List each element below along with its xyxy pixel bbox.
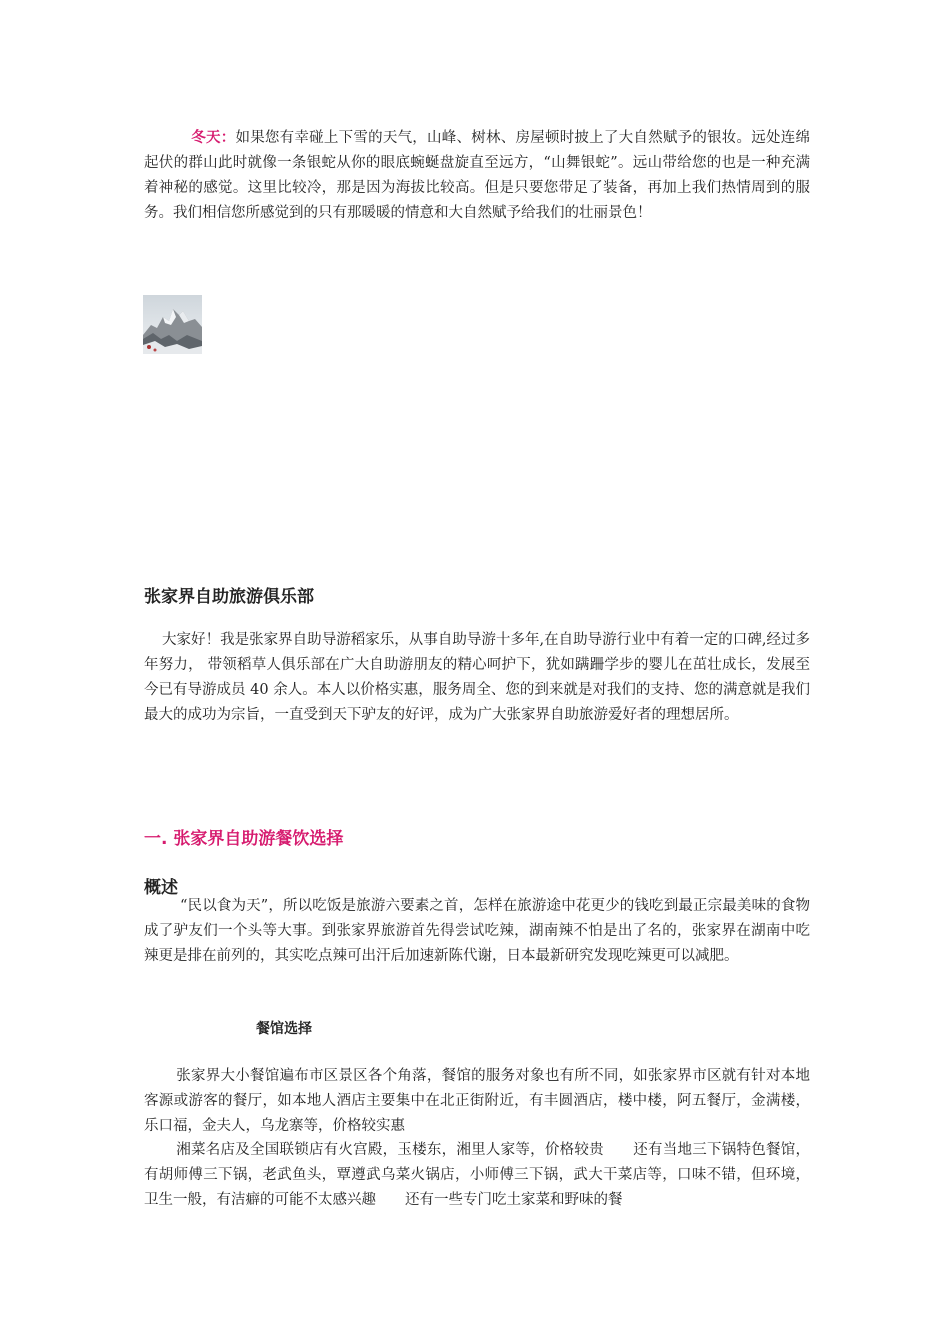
restaurants-paragraph-2: [144, 1138, 810, 1213]
section-heading-dining: 一. 张家界自助游餐饮选择: [144, 829, 344, 849]
club-intro-text: 大家好！我是张家界自助导游稻家乐，从事自助导游十多年,在自助导游行业中有着一定的口碑,经过多年努力， 带领稻草人俱乐部在广大自助游朋友的精心呵护下，犹如蹒跚学步的婴儿在茁壮成长，发展至今已有导游成员 40 余人。本人以价格实惠，服务周全、您的到来就是对我们的支持、您的满意就是我们最大的成功为宗旨，一直受到天下驴友的好评，成为广大张家界自助旅游爱好者的理想居所。: [144, 632, 810, 723]
club-heading: 张家界自助旅游俱乐部: [144, 587, 314, 607]
club-intro-paragraph: [144, 628, 810, 728]
winter-text: 如果您有幸碰上下雪的天气，山峰、树林、房屋顿时披上了大自然赋予的银妆。远处连绵起伏的群山此时就像一条银蛇从你的眼底蜿蜒盘旋直至远方，“山舞银蛇”。远山带给您的也是一种充满着神秘的感觉。这里比较冷，那是因为海拔比较高。但是只要您带足了装备，再加上我们热情周到的服务。我们相信您所感觉到的只有那暖暖的情意和大自然赋予给我们的壮丽景色！: [144, 130, 810, 221]
restaurant-choice-heading: 餐馆选择: [256, 1021, 312, 1037]
overview-paragraph: [144, 894, 810, 969]
overview-heading: 概述: [144, 878, 178, 898]
winter-label: 冬天：: [191, 129, 236, 146]
restaurants-text-2: 湘菜名店及全国联锁店有火宫殿，玉楼东，湘里人家等，价格较贵 还有当地三下锅特色餐馆，有胡师傅三下锅，老武鱼头，覃遵武乌菜火锅店，小师傅三下锅，武大干菜店等，口味不错，但环境，卫生一般，有洁癖的可能不太感兴趣 还有一些专门吃土家菜和野味的餐: [144, 1142, 810, 1208]
mountain-image-icon: [143, 295, 202, 354]
winter-paragraph: [144, 125, 810, 226]
restaurants-paragraph-1: [144, 1064, 810, 1139]
overview-text: “民以食为天”，所以吃饭是旅游六要素之首，怎样在旅游途中花更少的钱吃到最正宗最美味的食物成了驴友们一个头等大事。到张家界旅游首先得尝试吃辣，湖南辣不怕是出了名的，张家界在湖南中吃辣更是排在前列的，其实吃点辣可出汗后加速新陈代谢，日本最新研究发现吃辣更可以减肥。: [144, 898, 810, 964]
restaurants-text-1: 张家界大小餐馆遍布市区景区各个角落，餐馆的服务对象也有所不同，如张家界市区就有针对本地客源或游客的餐厅，如本地人酒店主要集中在北正街附近，有丰圆酒店，楼中楼，阿五餐厅，金满楼，乐口福，金夫人，乌龙寨等，价格较实惠: [144, 1068, 810, 1134]
snow-mountain-photo: [143, 295, 202, 354]
